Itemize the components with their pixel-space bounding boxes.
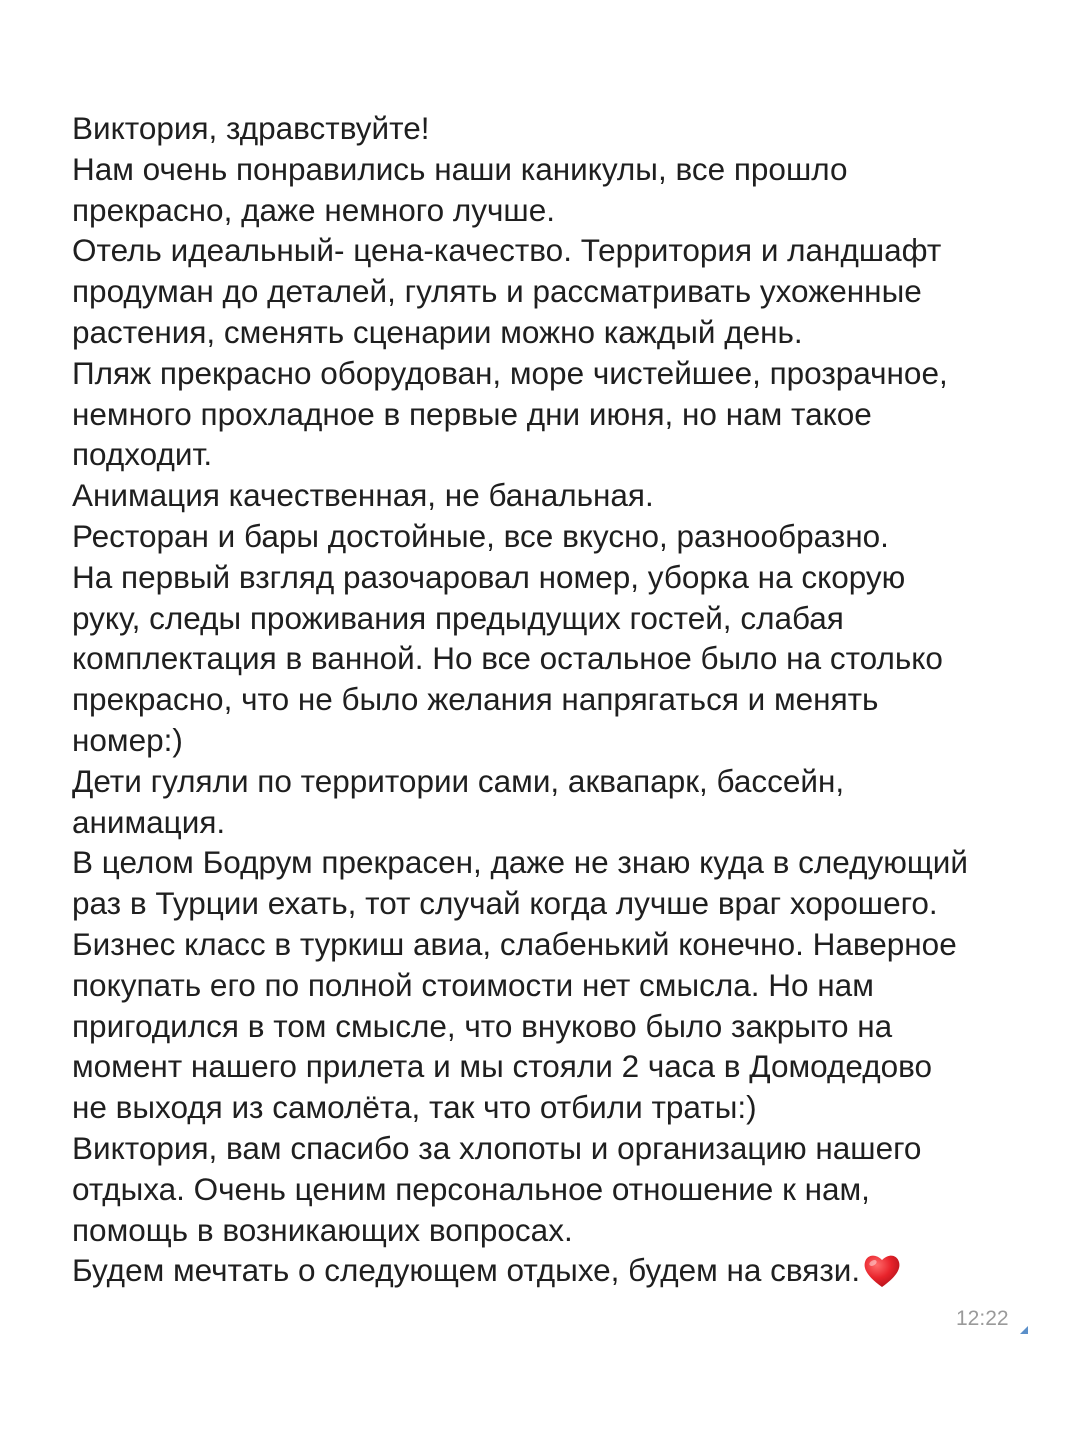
message-line: Нам очень понравились наши каникулы, все прошло xyxy=(72,150,848,187)
red-heart-icon xyxy=(862,1251,902,1291)
message-line: растения, сменять сценарии можно каждый день. xyxy=(72,313,803,350)
message-meta xyxy=(940,1306,1040,1336)
message-text xyxy=(72,108,1062,1291)
message-line: покупать его по полной стоимости нет смысла. Но нам xyxy=(72,966,874,1003)
message-line: Будем мечтать о следующем отдыхе, будем на связи. xyxy=(72,1252,861,1289)
message-line: На первый взгляд разочаровал номер, уборка на скорую xyxy=(72,558,906,595)
message-line: не выходя из самолёта, так что отбили траты:) xyxy=(72,1089,757,1126)
message-line: Виктория, здравствуйте! xyxy=(72,110,430,146)
message-line: Дети гуляли по территории сами, аквапарк, бассейн, xyxy=(72,762,845,799)
message-last-line xyxy=(72,1250,1062,1291)
message-line: прекрасно, даже немного лучше. xyxy=(72,191,555,228)
message-line: Пляж прекрасно оборудован, море чистейшее, прозрачное, xyxy=(72,354,948,391)
message-line: номер:) xyxy=(72,721,183,758)
message-line: прекрасно, что не было желания напрягаться и менять xyxy=(72,681,879,718)
message-line: раз в Турции ехать, тот случай когда лучше враг хорошего. xyxy=(72,885,938,922)
message-timestamp: 12:22 xyxy=(956,1307,1009,1330)
message-line: подходит. xyxy=(72,436,213,473)
message-line: отдыха. Очень ценим персональное отношение к нам, xyxy=(72,1170,870,1207)
message-line: Ресторан и бары достойные, все вкусно, разнообразно. xyxy=(72,517,889,554)
message-line: В целом Бодрум прекрасен, даже не знаю куда в следующий xyxy=(72,844,968,881)
message-line: анимация. xyxy=(72,803,226,840)
message-line: пригодился в том смысле, что внуково было закрыто на xyxy=(72,1007,893,1044)
message-line: момент нашего прилета и мы стояли 2 часа в Домодедово xyxy=(72,1048,932,1085)
message-line: комплектация в ванной. Но все остальное было на столько xyxy=(72,640,943,677)
message-line: Виктория, вам спасибо за хлопоты и организацию нашего xyxy=(72,1129,922,1166)
message-line: руку, следы проживания предыдущих гостей, слабая xyxy=(72,599,844,636)
message-line: Отель идеальный- цена-качество. Территория и ландшафт xyxy=(72,232,942,269)
message-line: немного прохладное в первые дни июня, но нам такое xyxy=(72,395,872,432)
message-line: помощь в возникающих вопросах. xyxy=(72,1211,573,1248)
message-line: Бизнес класс в туркиш авиа, слабенький конечно. Наверное xyxy=(72,925,957,962)
message-line: продуман до деталей, гулять и рассматривать ухоженные xyxy=(72,273,922,310)
bubble-tail-icon xyxy=(1020,1326,1028,1334)
message-line: Анимация качественная, не банальная. xyxy=(72,477,654,514)
